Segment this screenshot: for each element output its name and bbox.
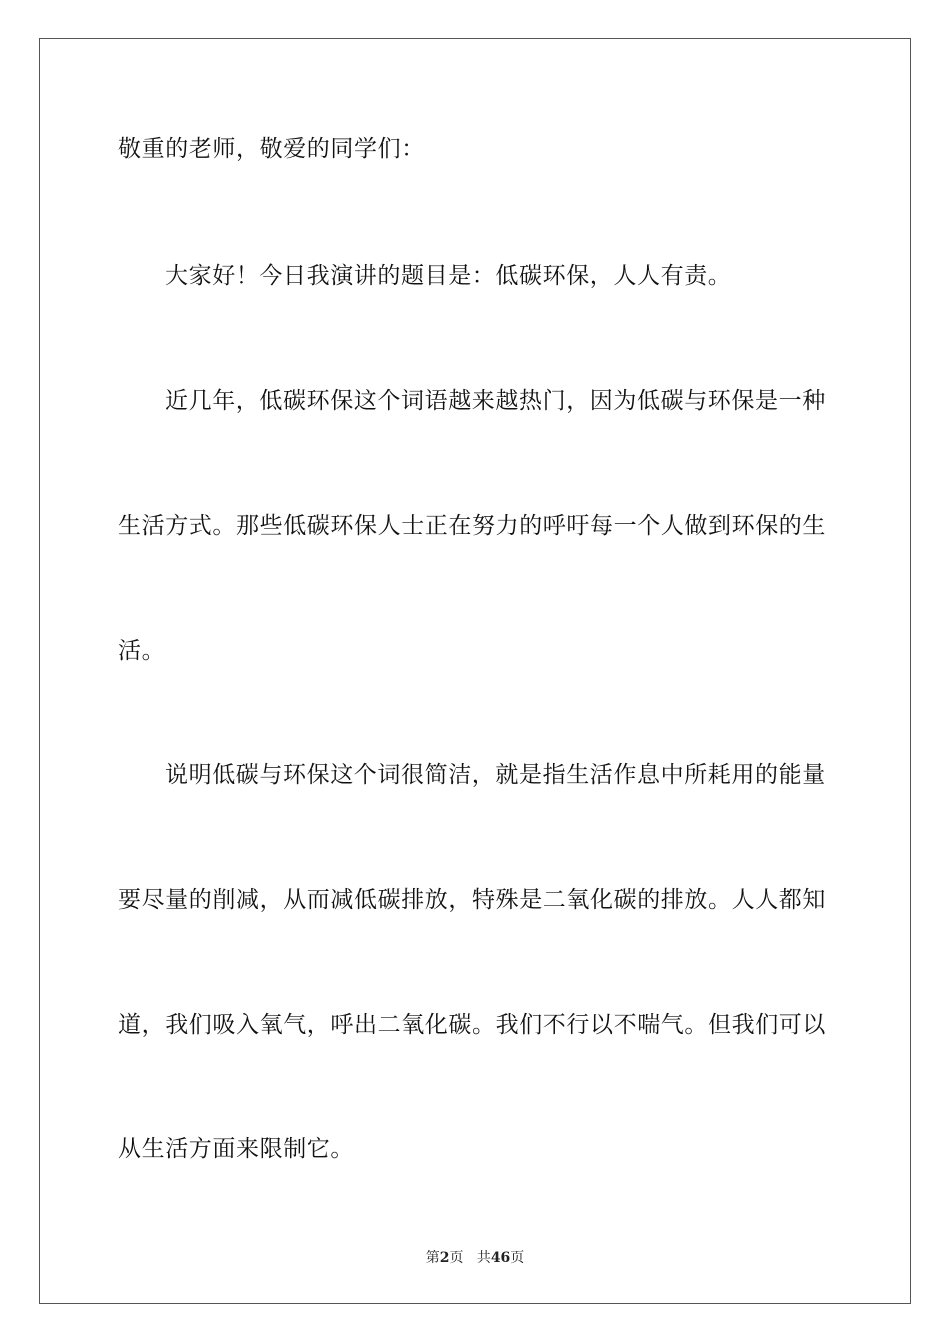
page-number: 2 [439,1250,450,1266]
paragraph-line: 生活方式。那些低碳环保人士正在努力的呼吁每一个人做到环保的生 [118,513,826,539]
page-frame [39,38,911,1304]
total-prefix: 共 [476,1250,491,1266]
paragraph-line: 大家好！今日我演讲的题目是：低碳环保，人人有责。 [165,263,732,289]
paragraph-line: 从生活方面来限制它。 [118,1136,354,1162]
paragraph-line: 说明低碳与环保这个词很简洁，就是指生活作息中所耗用的能量 [165,762,826,788]
page-prefix: 第 [425,1250,440,1266]
paragraph-line: 道，我们吸入氧气，呼出二氧化碳。我们不行以不喘气。但我们可以 [118,1012,826,1038]
paragraph-line: 近几年，低碳环保这个词语越来越热门，因为低碳与环保是一种 [165,388,826,414]
page-suffix: 页 [449,1250,464,1266]
paragraph-line: 要尽量的削减，从而减低碳排放，特殊是二氧化碳的排放。人人都知 [118,887,826,913]
paragraph-line: 活。 [118,638,166,664]
total-pages: 46 [490,1250,511,1266]
salutation: 敬重的老师，敬爱的同学们： [118,136,425,162]
page-footer [0,1249,950,1267]
total-suffix: 页 [510,1250,525,1266]
